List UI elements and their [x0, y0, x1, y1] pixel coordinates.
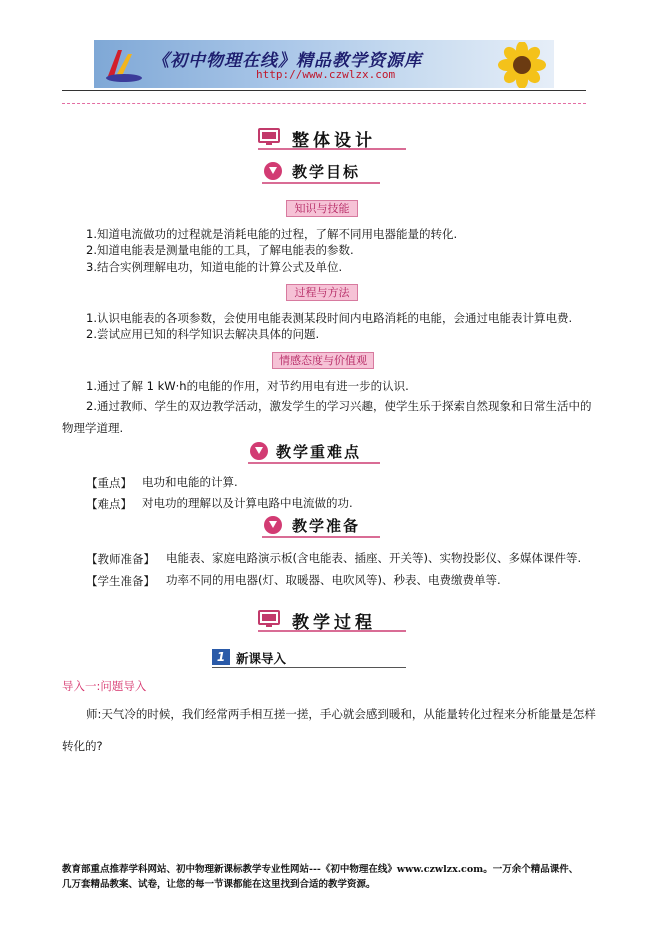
section-teaching-goals: [262, 160, 380, 184]
teacher-prep-tag: 【教师准备】: [86, 552, 155, 566]
section-underline: [262, 182, 380, 184]
process-body-line-2: 转化的?: [62, 739, 103, 753]
step-number-badge: 1: [212, 649, 230, 665]
teacher-prep-text: 电能表、家庭电路演示板(含电能表、插座、开关等)、实物投影仪、多媒体课件等.: [166, 551, 582, 565]
student-prep-tag: 【学生准备】: [86, 574, 155, 588]
section-process: [258, 608, 406, 632]
section-title: 教学过程: [292, 613, 376, 633]
focus-tag: 【重点】: [86, 476, 132, 490]
section-title: 整体设计: [292, 131, 376, 151]
lead-in-title: 导入一:问题导入: [62, 679, 147, 693]
section-underline: [262, 536, 380, 538]
process-body-line-1: 师:天气冷的时候，我们经常两手相互搓一搓，手心就会感到暖和，从能量转化过程来分析能量是怎样: [86, 707, 596, 721]
knowledge-item-1: 1.知道电流做功的过程就是消耗电能的过程，了解不同用电器能量的转化.: [86, 227, 458, 241]
header-rule: [62, 90, 586, 91]
section-title: 教学重难点: [276, 443, 362, 461]
process-item-1: 1.认识电能表的各项参数，会使用电能表测某段时间内电路消耗的电能，会通过电能表计算电费.: [86, 311, 573, 325]
label-emotion-values: 情感态度与价值观: [272, 352, 374, 369]
difficulty-tag: 【难点】: [86, 497, 132, 511]
emotion-item-2-cont: 物理学道理.: [62, 421, 124, 435]
emotion-item-1: 1.通过了解 1 kW·h的电能的作用，对节约用电有进一步的认识.: [86, 379, 409, 393]
knowledge-item-3: 3.结合实例理解电功，知道电能的计算公式及单位.: [86, 260, 343, 274]
site-banner: [94, 40, 554, 88]
section-key-points: [248, 440, 380, 464]
step-header: [212, 648, 406, 668]
sunflower-icon: [490, 42, 548, 88]
step-underline: [212, 667, 406, 668]
footer-line-2: 几万套精品教案、试卷，让您的每一节课都能在这里找到合适的教学资源。: [62, 879, 376, 890]
page-footer: [62, 862, 602, 892]
step-title: 新课导入: [236, 651, 287, 666]
student-prep-text: 功率不同的用电器(灯、取暖器、电吹风等)、秒表、电费缴费单等.: [166, 573, 501, 587]
down-arrow-icon: [262, 515, 284, 535]
section-title: 教学准备: [292, 517, 361, 535]
section-overall-design: [258, 126, 406, 150]
label-knowledge-skills: 知识与技能: [286, 200, 358, 217]
knowledge-item-2: 2.知道电能表是测量电能的工具，了解电能表的参数.: [86, 243, 354, 257]
banner-title: 《初中物理在线》精品教学资源库: [152, 51, 422, 71]
monitor-icon: [258, 610, 280, 628]
site-logo-icon: [102, 46, 144, 84]
footer-line-1: 教育部重点推荐学科网站、初中物理新课标教学专业性网站---《初中物理在线》www.czwlzx.com。一万余个精品课件、: [62, 864, 579, 875]
monitor-icon: [258, 128, 280, 146]
process-item-2: 2.尝试应用已知的科学知识去解决具体的问题.: [86, 327, 320, 341]
banner-url[interactable]: http://www.czwlzx.com: [256, 68, 396, 81]
section-underline: [248, 462, 380, 464]
section-preparation: [262, 514, 380, 538]
focus-text: 电功和电能的计算.: [142, 475, 238, 489]
header-dashed-rule: [62, 103, 586, 104]
label-process-method: 过程与方法: [286, 284, 358, 301]
down-arrow-icon: [262, 161, 284, 181]
down-arrow-icon: [248, 441, 270, 461]
emotion-item-2: 2.通过教师、学生的双边教学活动，激发学生的学习兴趣，使学生乐于探索自然现象和日常生活中的: [86, 399, 592, 413]
section-title: 教学目标: [292, 163, 361, 181]
difficulty-text: 对电功的理解以及计算电路中电流做的功.: [142, 496, 353, 510]
